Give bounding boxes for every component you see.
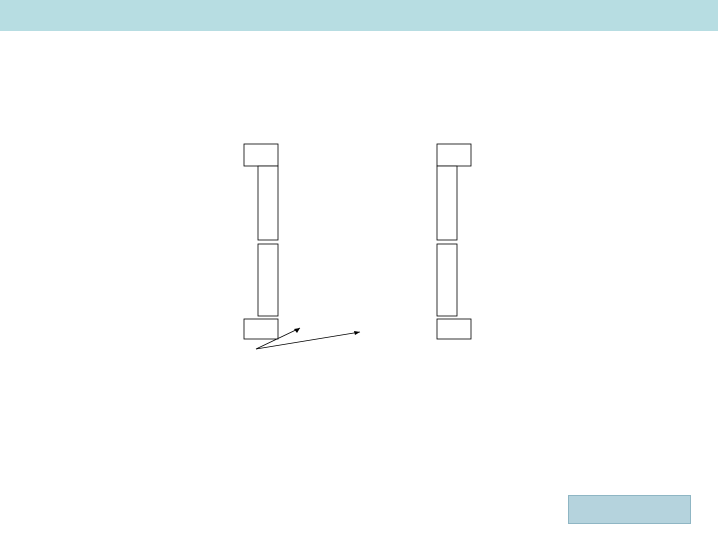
clbs-label-bg [305, 194, 333, 206]
clbs-label-bg [383, 274, 411, 286]
dll-top-left [244, 144, 278, 166]
arrow-head [354, 331, 360, 335]
clbs-label-bg [383, 194, 411, 206]
neurolab-logo [568, 495, 691, 524]
block-ram-left-top [258, 166, 278, 240]
block-ram-right-bottom [437, 244, 457, 316]
dll-top-right [437, 144, 471, 166]
block-ram-right-top [437, 166, 457, 240]
block-ram-left-bottom [258, 244, 278, 316]
dll-bottom-left [244, 319, 278, 339]
dll-bottom-right [437, 319, 471, 339]
clbs-label-bg [305, 274, 333, 286]
